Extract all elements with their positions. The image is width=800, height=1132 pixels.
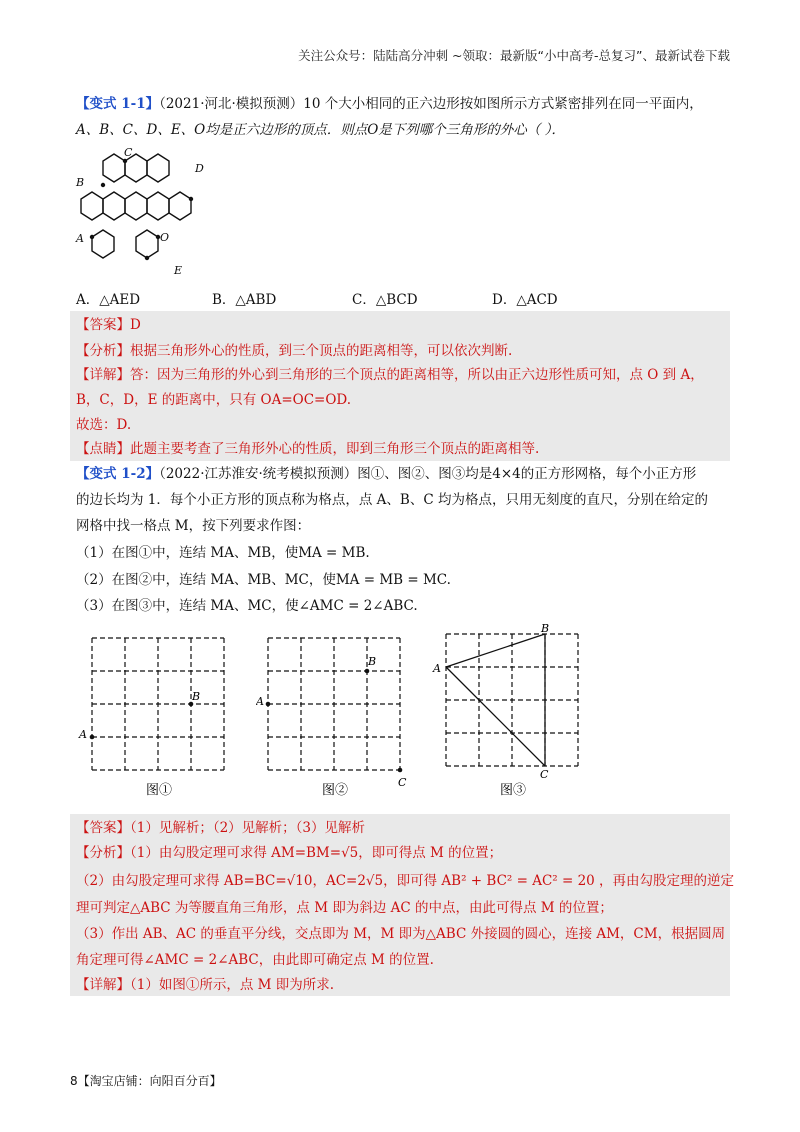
- hexagon: [136, 230, 158, 258]
- fig2-label-b: B: [368, 655, 377, 668]
- q1-comment: 【点睛】此题主要考查了三角形外心的性质，即到三角形三个顶点的距离相等.: [76, 441, 540, 457]
- label-d: D: [195, 162, 204, 175]
- q2-req1: （1）在图①中，连结 MA、MB，使MA = MB.: [76, 545, 370, 561]
- q2-req2: （2）在图②中，连结 MA、MB、MC，使MA = MB = MC.: [76, 572, 451, 588]
- fig2-point-b: [365, 669, 370, 674]
- grid-figure-1: [76, 628, 266, 808]
- segment-ab: [446, 634, 545, 667]
- fig2-point-c: [398, 768, 403, 773]
- q2-stem-line1: [76, 464, 696, 484]
- hexagon: [147, 192, 169, 220]
- grid-figure-2: [256, 628, 426, 808]
- fig3-label-c: C: [540, 768, 549, 781]
- hexagon-figure: [70, 140, 240, 280]
- q1-detail-line2: B，C，D，E 的距离中，只有 OA=OC=OD.: [76, 392, 352, 408]
- point-e: [145, 256, 149, 260]
- fig1-caption: 图①: [146, 783, 173, 798]
- option-c[interactable]: C．△BCD: [352, 292, 418, 308]
- q2-detail: 【详解】（1）如图①所示，点 M 即为所求.: [76, 977, 335, 993]
- fig2-label-c: C: [398, 776, 407, 789]
- q2-stem-line2: 的边长均为 1．每个小正方形的顶点称为格点，点 A、B、C 均为格点，只用无刻度的直尺，分别在给定的: [76, 492, 708, 508]
- option-b[interactable]: B．△ABD: [212, 292, 277, 308]
- fig3-label-a: A: [433, 662, 441, 675]
- hexagon: [81, 192, 103, 220]
- hexagon: [103, 154, 125, 182]
- q2-req3: （3）在图③中，连结 MA、MC，使∠AMC = 2∠ABC.: [76, 598, 418, 614]
- q1-tag: 【变式 1-1】: [76, 96, 160, 112]
- hexagon: [169, 192, 191, 220]
- segment-ac: [446, 667, 545, 766]
- q2-text1: （2022·江苏淮安·统考模拟预测）图①、图②、图③均是4×4的正方形网格，每个小正方形: [159, 466, 697, 482]
- q1-stem-line1: [76, 94, 703, 114]
- grid-figure-3: [430, 620, 600, 810]
- q1-choose: 故选：D.: [76, 417, 132, 433]
- q1-text1: （2021·河北·模拟预测）10 个大小相同的正六边形按如图所示方式紧密排列在同一平面内，: [159, 96, 703, 112]
- label-c: C: [124, 146, 133, 159]
- fig3-caption: 图③: [500, 783, 527, 798]
- label-b: B: [76, 176, 85, 189]
- label-a: A: [76, 232, 84, 245]
- fig2-caption: 图②: [322, 783, 349, 798]
- page-footer: 8【淘宝店铺：向阳百分百】: [70, 1074, 222, 1088]
- hexagon: [147, 154, 169, 182]
- q2-analysis-3: 理可判定△ABC 为等腰直角三角形，点 M 即为斜边 AC 的中点，由此可得点 M 的位置；: [76, 900, 613, 916]
- point-c: [123, 159, 127, 163]
- fig3-label-b: B: [541, 622, 550, 635]
- q2-stem-line3: 网格中找一格点 M，按下列要求作图：: [76, 518, 311, 534]
- fig1-point-a: [90, 735, 95, 740]
- option-a[interactable]: A．△AED: [76, 292, 141, 308]
- hexagon: [103, 192, 125, 220]
- q1-answer: 【答案】D: [76, 317, 141, 333]
- page-header: 关注公众号：陆陆高分冲刺 ~领取：最新版“小中高考-总复习”、最新试卷下载: [298, 48, 730, 63]
- q1-analysis: 【分析】根据三角形外心的性质，到三个顶点的距离相等，可以依次判断.: [76, 343, 513, 359]
- point-a: [90, 235, 94, 239]
- q2-tag: 【变式 1-2】: [76, 466, 160, 482]
- q1-stem-line2: A、B、C、D、E、O均是正六边形的顶点．则点O是下列哪个三角形的外心（ ）．: [76, 122, 565, 138]
- q2-analysis-1: 【分析】（1）由勾股定理可求得 AM=BM=√5，即可得点 M 的位置；: [76, 845, 503, 861]
- point-b: [101, 183, 105, 187]
- label-e: E: [174, 264, 183, 277]
- fig1-label-b: B: [192, 690, 201, 703]
- q2-answer: 【答案】（1）见解析；（2）见解析；（3）见解析: [76, 820, 366, 836]
- label-o: O: [160, 231, 170, 244]
- hexagon: [125, 192, 147, 220]
- q2-analysis-4: （3）作出 AB、AC 的垂直平分线，交点即为 M，M 即为△ABC 外接圆的圆心，连接 AM，CM，根据圆周: [76, 926, 726, 942]
- option-d[interactable]: D．△ACD: [492, 292, 558, 308]
- q1-detail-line1: 【详解】答：因为三角形的外心到三角形的三个顶点的距离相等，所以由正六边形性质可知，点 O 到 A，: [76, 367, 704, 383]
- fig1-label-a: A: [79, 728, 87, 741]
- fig2-label-a: A: [256, 695, 264, 708]
- q2-analysis-5: 角定理可得∠AMC = 2∠ABC，由此即可确定点 M 的位置.: [76, 952, 434, 968]
- fig2-point-a: [266, 702, 271, 707]
- hexagon: [92, 230, 114, 258]
- point-d: [189, 197, 193, 201]
- q2-analysis-2: （2）由勾股定理可求得 AB=BC=√10，AC=2√5，即可得 AB² + BC² = AC² = 20 ，再由勾股定理的逆定: [76, 873, 735, 889]
